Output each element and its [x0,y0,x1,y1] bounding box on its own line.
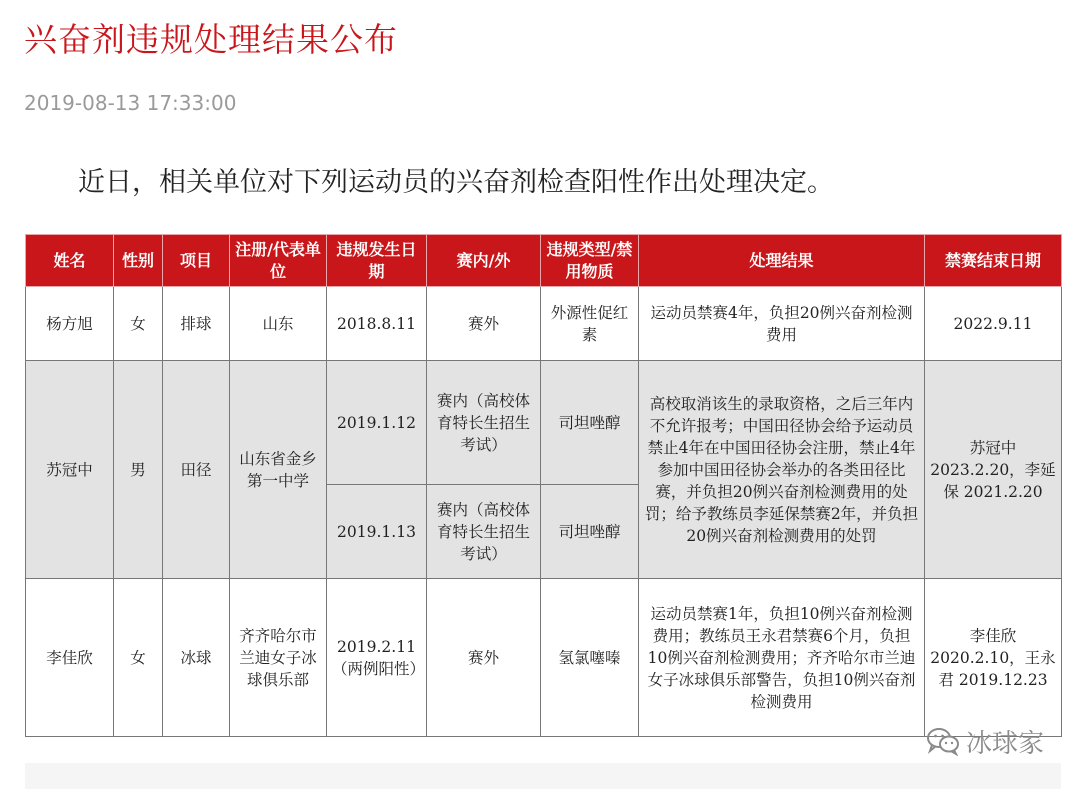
watermark [926,723,1044,759]
wechat-icon [926,726,960,756]
publish-datetime: 2019-08-13 17:33:00 [24,91,237,115]
header-sport: 项目 [163,235,230,287]
cell-result: 高校取消该生的录取资格，之后三年内不允许报考；中国田径协会给予运动员禁止4年在中国田径协会注册，禁止4年参加中国田径协会举办的各类田径比赛，并负担20例兴奋剂检测费用的处罚；给予教练员李延保禁赛2年，并负担20例兴奋剂检测费用的处罚 [639,361,925,579]
cell-scope: 赛外 [427,579,541,737]
header-gender: 性别 [114,235,163,287]
cell-result: 运动员禁赛4年，负担20例兴奋剂检测费用 [639,287,925,361]
cell-sport: 冰球 [163,579,230,737]
cell-sport: 田径 [163,361,230,579]
intro-paragraph: 近日，相关单位对下列运动员的兴奋剂检查阳性作出处理决定。 [78,167,834,198]
doping-results-table [25,234,1062,737]
watermark-text: 冰球家 [965,728,1044,759]
cell-sport: 排球 [163,287,230,361]
header-result: 处理结果 [639,235,925,287]
cell-type: 外源性促红素 [541,287,639,361]
cell-name: 苏冠中 [26,361,114,579]
cell-unit: 齐齐哈尔市兰迪女子冰球俱乐部 [230,579,327,737]
cell-end-date: 李佳欣 2020.2.10，王永君 2019.12.23 [925,579,1062,737]
header-type: 违规类型/禁用物质 [541,235,639,287]
table-header-row [26,235,1062,287]
cell-type: 司坦唑醇 [541,361,639,485]
cell-scope: 赛外 [427,287,541,361]
cell-result: 运动员禁赛1年，负担10例兴奋剂检测费用；教练员王永君禁赛6个月，负担10例兴奋剂检测费用；齐齐哈尔市兰迪女子冰球俱乐部警告，负担10例兴奋剂检测费用 [639,579,925,737]
table-row [26,287,1062,361]
cell-date: 2019.1.13 [327,485,427,579]
cell-gender: 男 [114,361,163,579]
header-unit: 注册/代表单位 [230,235,327,287]
table-row [26,361,1062,485]
cell-scope: 赛内（高校体育特长生招生考试） [427,361,541,485]
cell-unit: 山东省金乡第一中学 [230,361,327,579]
header-name: 姓名 [26,235,114,287]
cell-date: 2019.1.12 [327,361,427,485]
cell-gender: 女 [114,287,163,361]
cell-type: 氢氯噻嗪 [541,579,639,737]
cell-type: 司坦唑醇 [541,485,639,579]
page-title: 兴奋剂违规处理结果公布 [24,20,398,59]
cell-name: 李佳欣 [26,579,114,737]
header-date: 违规发生日期 [327,235,427,287]
footer-band [25,763,1061,789]
cell-scope: 赛内（高校体育特长生招生考试） [427,485,541,579]
cell-end-date: 苏冠中 2023.2.20，李延保 2021.2.20 [925,361,1062,579]
cell-date: 2018.8.11 [327,287,427,361]
cell-date: 2019.2.11（两例阳性） [327,579,427,737]
cell-end-date: 2022.9.11 [925,287,1062,361]
header-end-date: 禁赛结束日期 [925,235,1062,287]
cell-unit: 山东 [230,287,327,361]
cell-gender: 女 [114,579,163,737]
header-scope: 赛内/外 [427,235,541,287]
table-row [26,579,1062,737]
cell-name: 杨方旭 [26,287,114,361]
